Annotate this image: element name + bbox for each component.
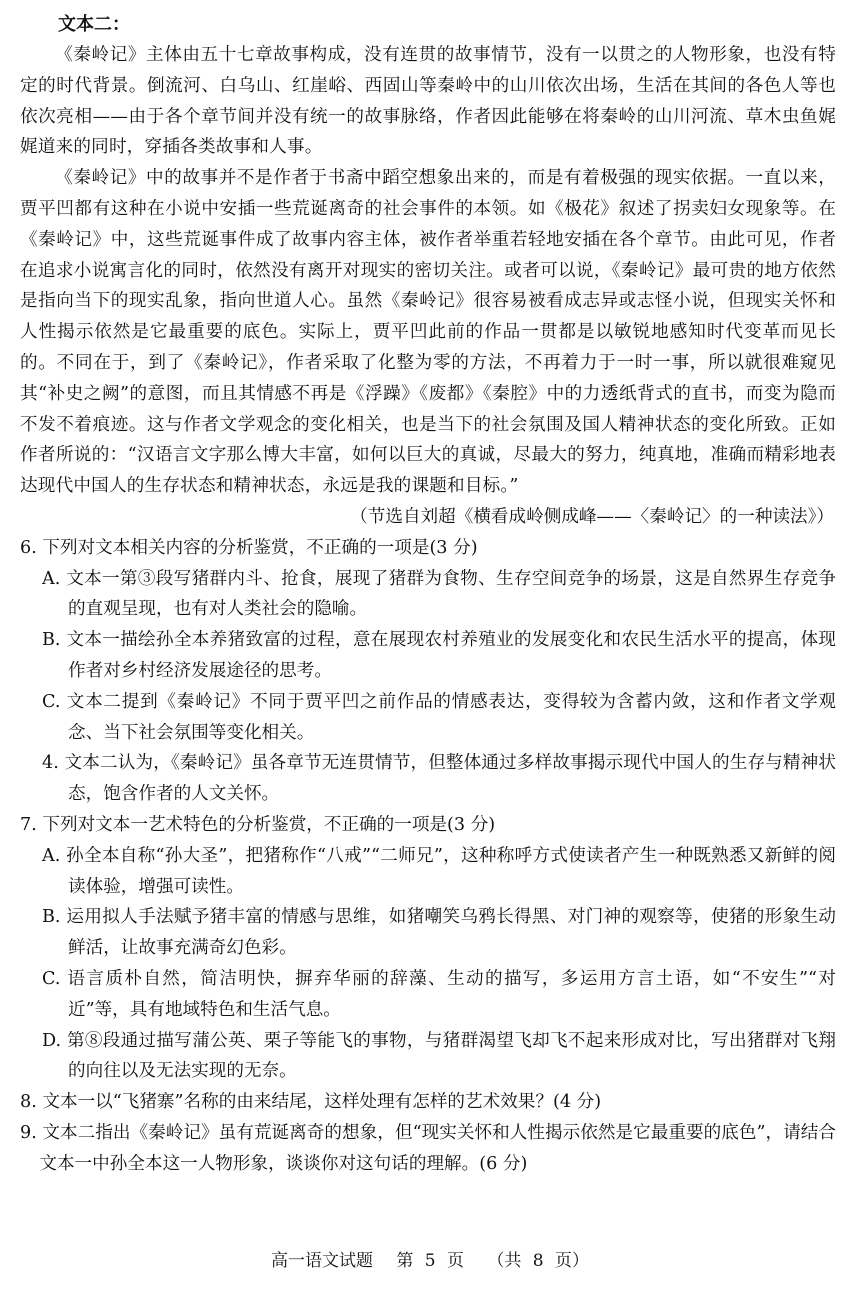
question-stem: 9. 文本二指出《秦岭记》虽有荒诞离奇的想象，但“现实关怀和人性揭示依然是它最重要的底色”，请结合文本一中孙全本这一人物形象，谈谈你对这句话的理解。(6 分) xyxy=(20,1122,836,1174)
footer-subject: 高一语文试题 xyxy=(270,1251,373,1271)
option-d: D. 第⑧段通过描写蒲公英、栗子等能飞的事物，与猪群渴望飞却飞不起来形成对比，写出猪群对飞翔的向往以及无法实现的无奈。 xyxy=(42,1030,836,1082)
option-d: 4. 文本二认为，《秦岭记》虽各章节无连贯情节，但整体通过多样故事揭示现代中国人的生存与精神状态，饱含作者的人文关怀。 xyxy=(42,753,836,805)
passage-paragraph-1: 《秦岭记》主体由五十七章故事构成，没有连贯的故事情节，没有一以贯之的人物形象，也没有特定的时代背景。倒流河、白乌山、红崖峪、西固山等秦岭中的山川依次出场，生活在其间的各色人等也依次亮相——由于各个章节间并没有统一的故事脉络，作者因此能够在将秦岭的山川河流、草木虫鱼娓娓道来的同时，穿插各类故事和人事。 xyxy=(20,45,836,158)
passage-paragraph-2: 《秦岭记》中的故事并不是作者于书斋中蹈空想象出来的，而是有着极强的现实依据。一直以来，贾平凹都有这种在小说中安插一些荒诞离奇的社会事件的本领。如《极花》叙述了拐卖妇女现象等。在《秦岭记》中，这些荒诞事件成了故事内容主体，被作者举重若轻地安插在各个章节。由此可见，作者在追求小说寓言化的同时，依然没有离开对现实的密切关注。或者可以说，《秦岭记》最可贵的地方依然是指向当下的现实乱象，指向世道人心。虽然《秦岭记》很容易被看成志异或志怪小说，但现实关怀和人性揭示依然是它最重要的底色。实际上，贾平凹此前的作品一贯都是以敏锐地感知时代变革而见长的。不同在于，到了《秦岭记》，作者采取了化整为零的方法，不再着力于一时一事，所以就很难窥见其“补史之阙”的意图，而且其情感不再是《浮躁》《废都》《秦腔》中的力透纸背式的直书，而变为隐而不发不着痕迹。这与作者文学观念的变化相关，也是当下的社会氛围及国人精神状态的变化所致。正如作者所说的：“汉语言文字那么博大丰富，如何以巨大的真诚，尽最大的努力，纯真地，准确而精彩地表达现代中国人的生存状态和精神状态，永远是我的课题和目标。” xyxy=(20,168,836,497)
question-8 xyxy=(20,1087,836,1118)
question-7 xyxy=(20,810,836,1087)
option-c: C. 语言质朴自然，简洁明快，摒弃华丽的辞藻、生动的描写，多运用方言土语，如“不安生”“对近”等，具有地域特色和生活气息。 xyxy=(42,968,836,1020)
option-b: B. 文本一描绘孙全本养猪致富的过程，意在展现农村养殖业的发展变化和农民生活水平的提高，体现作者对乡村经济发展途径的思考。 xyxy=(42,630,836,681)
option-a: A. 孙全本自称“孙大圣”，把猪称作“八戒”“二师兄”，这种称呼方式使读者产生一种既熟悉又新鲜的阅读体验，增强可读性。 xyxy=(42,845,836,897)
question-stem: 6. 下列对文本相关内容的分析鉴赏，不正确的一项是(3 分) xyxy=(20,537,478,558)
passage-source: （节选自刘超《横看成岭侧成峰——〈秦岭记〉的一种读法》） xyxy=(350,506,834,527)
page-footer xyxy=(0,1248,860,1274)
option-a: A. 文本一第③段写猪群内斗、抢食，展现了猪群为食物、生存空间竞争的场景，这是自然界生存竞争的直观呈现，也有对人类社会的隐喻。 xyxy=(42,568,836,620)
footer-total-pages: （共 8 页） xyxy=(487,1251,590,1271)
question-9 xyxy=(20,1118,836,1180)
question-stem: 8. 文本一以“飞猪寨”名称的由来结尾，这样处理有怎样的艺术效果？(4 分) xyxy=(20,1092,602,1113)
option-b: B. 运用拟人手法赋予猪丰富的情感与思维，如猪嘲笑乌鸦长得黑、对门神的观察等，使猪的形象生动鲜活，让故事充满奇幻色彩。 xyxy=(42,907,836,959)
question-stem: 7. 下列对文本一艺术特色的分析鉴赏，不正确的一项是(3 分) xyxy=(20,814,496,835)
section-title: 文本二： xyxy=(58,14,130,35)
footer-page-number: 第 5 页 xyxy=(396,1251,464,1271)
option-c: C. 文本二提到《秦岭记》不同于贾平凹之前作品的情感表达，变得较为含蓄内敛，这和作者文学观念、当下社会氛围等变化相关。 xyxy=(42,691,836,743)
question-6 xyxy=(20,533,836,810)
